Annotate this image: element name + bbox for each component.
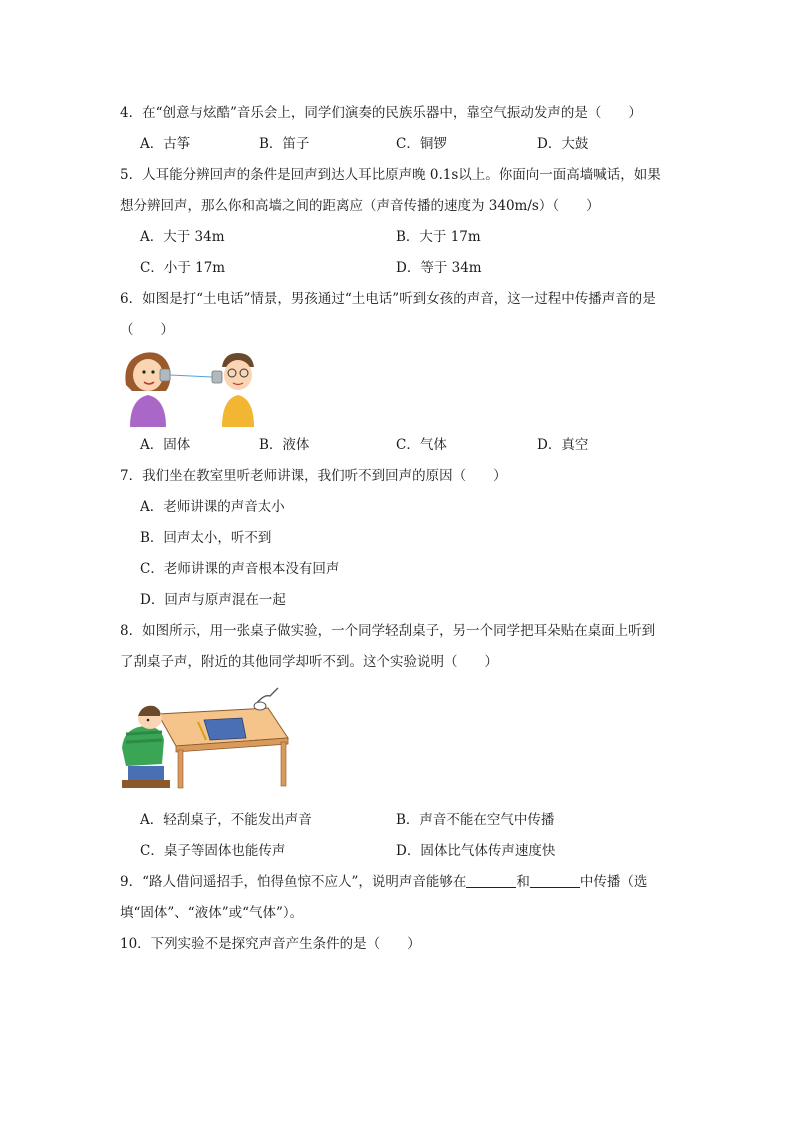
q9-blank-1[interactable] xyxy=(466,873,516,888)
q9-stem-line2: 填“固体”、“液体”或“气体”）。 xyxy=(120,905,304,921)
q6-option-a: A．固体 xyxy=(140,437,191,453)
q4-option-a: A．古筝 xyxy=(140,136,191,152)
q7-stem: 7．我们坐在教室里听老师讲课，我们听不到回声的原因（ ） xyxy=(120,468,507,484)
q8-option-d: D．固体比气体传声速度快 xyxy=(396,843,556,859)
q4-option-b: B．笛子 xyxy=(259,136,310,152)
q5-stem-line2: 想分辨回声，那么你和高墙之间的距离应（声音传播的速度为 340m/s）（ ） xyxy=(120,198,600,214)
q6-option-c: C．气体 xyxy=(396,437,447,453)
q6-stem-line1: 6．如图是打“土电话”情景，男孩通过“土电话”听到女孩的声音，这一过程中传播声音的是 xyxy=(120,291,656,307)
q4-option-d: D．大鼓 xyxy=(537,136,589,152)
q8-option-a: A．轻刮桌子，不能发出声音 xyxy=(140,812,312,828)
q5-option-d: D．等于 34m xyxy=(396,260,482,276)
q4-option-c: C．铜锣 xyxy=(396,136,447,152)
tin-can-phone-illustration xyxy=(120,345,260,427)
q7-option-d: D．回声与原声混在一起 xyxy=(140,592,286,608)
q8-option-c: C．桌子等固体也能传声 xyxy=(140,843,286,859)
q9-stem-line1 xyxy=(120,872,647,892)
q8-stem-line2: 了刮桌子声，附近的其他同学却听不到。这个实验说明（ ） xyxy=(120,654,498,670)
q9-part3: 中传播（选 xyxy=(579,874,648,890)
q7-option-a: A．老师讲课的声音太小 xyxy=(140,499,285,515)
q6-stem-line2: （ ） xyxy=(120,322,174,338)
desk-experiment-illustration xyxy=(118,686,290,792)
q5-option-c: C．小于 17m xyxy=(140,260,226,276)
q7-option-c: C．老师讲课的声音根本没有回声 xyxy=(140,561,340,577)
q9-part1: 9．“路人借问遥招手，怕得鱼惊不应人”，说明声音能够在 xyxy=(120,874,467,890)
q5-option-a: A．大于 34m xyxy=(140,229,225,245)
q9-part2: 和 xyxy=(516,874,530,890)
q7-option-b: B．回声太小，听不到 xyxy=(140,530,272,546)
q5-option-b: B．大于 17m xyxy=(396,229,481,245)
q8-option-b: B．声音不能在空气中传播 xyxy=(396,812,555,828)
q10-stem: 10．下列实验不是探究声音产生条件的是（ ） xyxy=(120,936,421,952)
q5-stem-line1: 5．人耳能分辨回声的条件是回声到达人耳比原声晚 0.1s以上。你面向一面高墙喊话，如果 xyxy=(120,167,661,183)
q4-stem: 4．在“创意与炫酷”音乐会上，同学们演奏的民族乐器中，靠空气振动发声的是（ ） xyxy=(120,105,642,121)
q9-blank-2[interactable] xyxy=(530,873,580,888)
q6-option-d: D．真空 xyxy=(537,437,589,453)
q8-stem-line1: 8．如图所示，用一张桌子做实验，一个同学轻刮桌子，另一个同学把耳朵贴在桌面上听到 xyxy=(120,623,656,639)
q6-option-b: B．液体 xyxy=(259,437,310,453)
